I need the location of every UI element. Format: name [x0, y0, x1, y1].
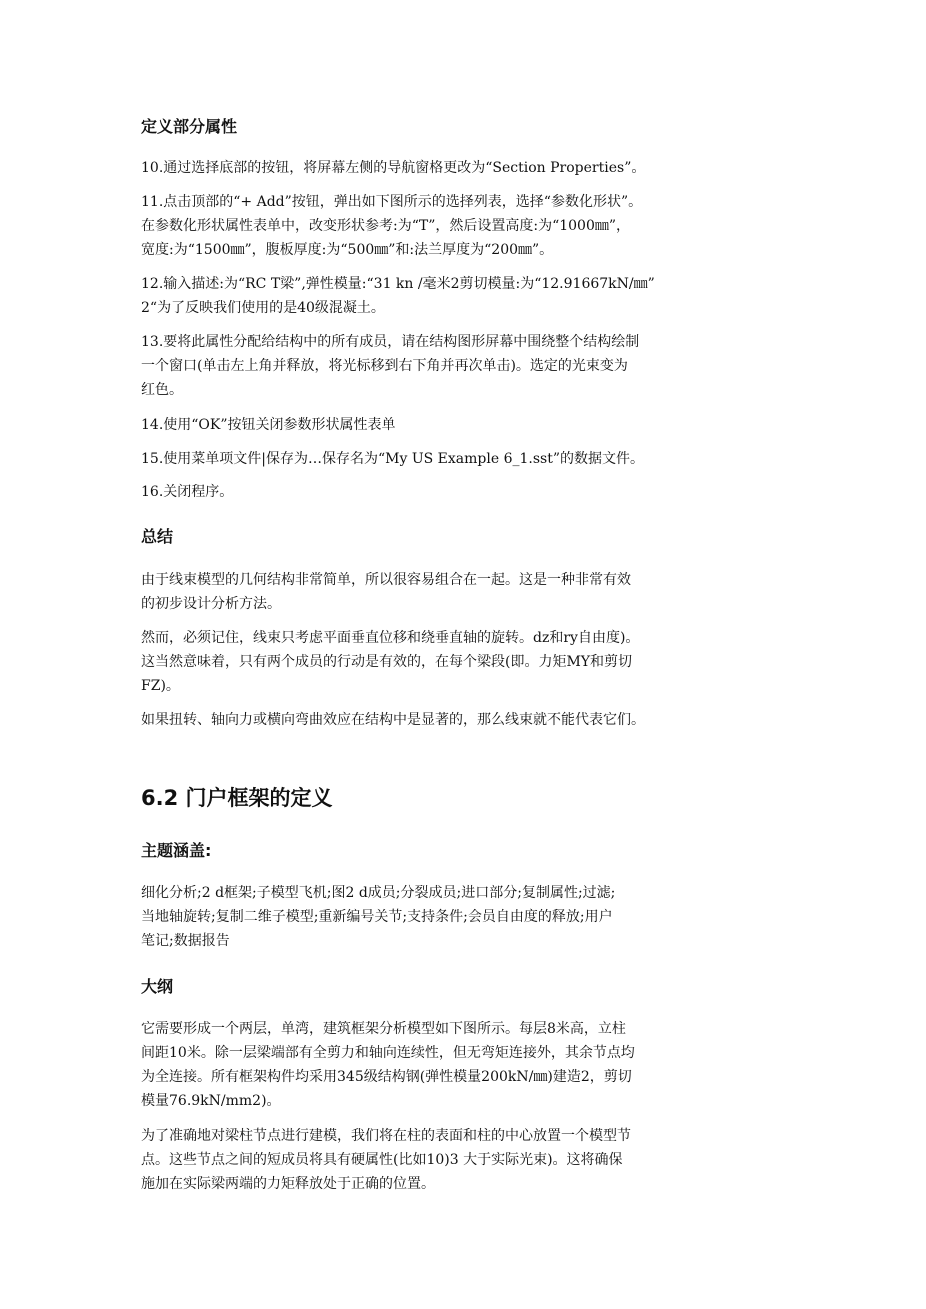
text-line: 然而，必须记住，线束只考虑平面垂直位移和绕垂直轴的旋转。dz和ry自由度)。: [141, 630, 640, 646]
paragraph-step-15: [141, 447, 721, 471]
paragraph-topics: [141, 881, 721, 953]
text-line: 为全连接。所有框架构件均采用345级结构钢(弹性模量200kN/㎜)建造2，剪切: [141, 1069, 632, 1085]
paragraph-summary-2: [141, 626, 721, 698]
paragraph-step-16: [141, 480, 721, 504]
text-line: 笔记;数据报告: [141, 933, 230, 949]
paragraph-step-13: [141, 330, 721, 402]
text-line: 当地轴旋转;复制二维子模型;重新编号关节;支持条件;会员自由度的释放;用户: [141, 909, 613, 925]
heading-outline: 大纲: [141, 977, 174, 996]
text-line: 在参数化形状属性表单中，改变形状参考:为“T”，然后设置高度:为“1000㎜”，: [141, 218, 631, 234]
heading-topics-covered: 主题涵盖:: [141, 841, 212, 860]
paragraph-step-11: [141, 190, 721, 262]
heading-summary: 总结: [141, 527, 174, 546]
text-line: 一个窗口(单击左上角并释放，将光标移到右下角并再次单击)。选定的光束变为: [141, 358, 628, 374]
paragraph-step-14: [141, 413, 721, 437]
text-line: 如果扭转、轴向力或横向弯曲效应在结构中是显著的，那么线束就不能代表它们。: [141, 712, 645, 728]
paragraph-outline-2: [141, 1124, 721, 1196]
text-line: 间距10米。除一层梁端部有全剪力和轴向连续性，但无弯矩连接外，其余节点均: [141, 1045, 635, 1061]
text-line: 施加在实际梁两端的力矩释放处于正确的位置。: [141, 1176, 435, 1192]
text-line: FZ)。: [141, 678, 180, 694]
paragraph-step-12: [141, 272, 721, 320]
heading-define-section-properties: 定义部分属性: [141, 117, 238, 136]
paragraph-summary-1: [141, 568, 721, 616]
paragraph-summary-3: [141, 708, 721, 732]
text-line: 模量76.9kN/mm2)。: [141, 1093, 281, 1109]
text-line: 细化分析;2 d框架;子模型飞机;图2 d成员;分裂成员;进口部分;复制属性;过滤;: [141, 885, 616, 901]
text-line: 15.使用菜单项文件|保存为…保存名为“My US Example 6_1.sst”的数据文件。: [141, 451, 645, 467]
text-line: 由于线束模型的几何结构非常简单，所以很容易组合在一起。这是一种非常有效: [141, 572, 631, 588]
text-line: 10.通过选择底部的按钮，将屏幕左侧的导航窗格更改为“Section Properties”。: [141, 160, 646, 176]
text-line: 11.点击顶部的“+ Add”按钮，弹出如下图所示的选择列表，选择“参数化形状”。: [141, 194, 643, 210]
text-line: 它需要形成一个两层，单湾，建筑框架分析模型如下图所示。每层8米高，立柱: [141, 1021, 626, 1037]
text-line: 12.输入描述:为“RC T梁”,弹性模量:“31 kn /毫米2剪切模量:为“12.91667kN/㎜”: [141, 276, 655, 292]
text-line: 2“为了反映我们使用的是40级混凝土。: [141, 300, 385, 316]
text-line: 这当然意味着，只有两个成员的行动是有效的，在每个梁段(即。力矩MY和剪切: [141, 654, 633, 670]
text-line: 点。这些节点之间的短成员将具有硬属性(比如10)3 大于实际光束)。这将确保: [141, 1152, 623, 1168]
heading-section-6-2: 6.2 门户框架的定义: [141, 786, 333, 810]
text-line: 13.要将此属性分配给结构中的所有成员，请在结构图形屏幕中围绕整个结构绘制: [141, 334, 640, 350]
text-line: 的初步设计分析方法。: [141, 596, 281, 612]
text-line: 红色。: [141, 382, 183, 398]
text-line: 14.使用“OK”按钮关闭参数形状属性表单: [141, 417, 396, 433]
text-line: 为了准确地对梁柱节点进行建模，我们将在柱的表面和柱的中心放置一个模型节: [141, 1128, 631, 1144]
paragraph-step-10: [141, 156, 721, 180]
text-line: 宽度:为“1500㎜”，腹板厚度:为“500㎜”和:法兰厚度为“200㎜”。: [141, 242, 554, 258]
paragraph-outline-1: [141, 1017, 721, 1113]
text-line: 16.关闭程序。: [141, 484, 234, 500]
